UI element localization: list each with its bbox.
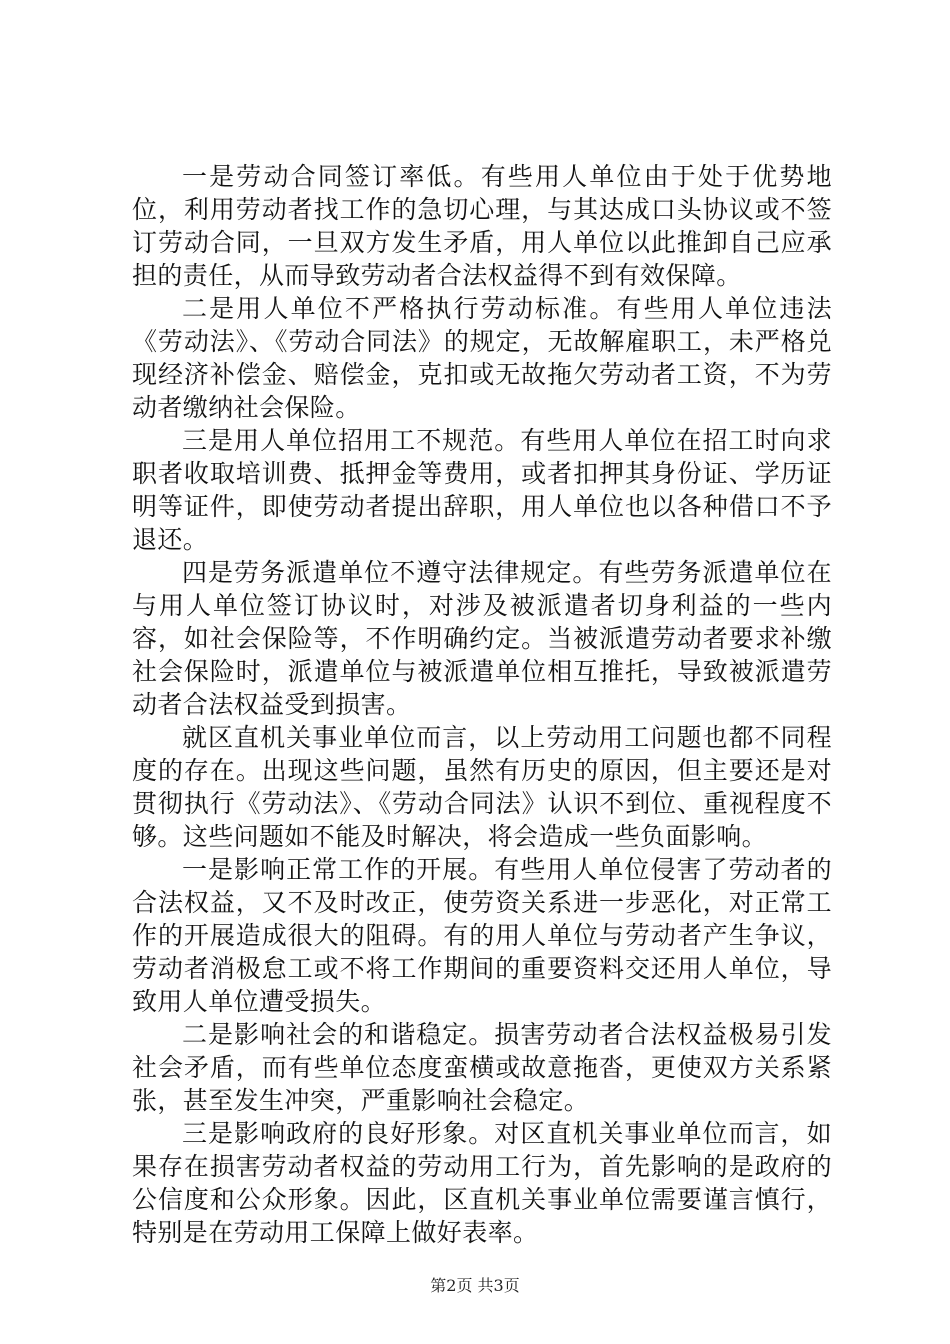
paragraph-8: 三是影响政府的良好形象。对区直机关事业单位而言，如果存在损害劳动者权益的劳动用工行为，首先影响的是政府的公信度和公众形象。因此，区直机关事业单位需要谨言慎行，特别是在劳动用工保障上做好表率。 [132,1119,832,1247]
paragraph-4: 四是劳务派遣单位不遵守法律规定。有些劳务派遣单位在与用人单位签订协议时，对涉及被派遣者切身利益的一些内容，如社会保险等，不作明确约定。当被派遣劳动者要求补缴社会保险时，派遣单位与被派遣单位相互推托，导致被派遣劳动者合法权益受到损害。 [132,558,832,719]
document-body [132,160,832,1249]
paragraph-7: 二是影响社会的和谐稳定。损害劳动者合法权益极易引发社会矛盾，而有些单位态度蛮横或故意拖沓，更使双方关系紧张，甚至发生冲突，严重影响社会稳定。 [132,1020,832,1115]
paragraph-6: 一是影响正常工作的开展。有些用人单位侵害了劳动者的合法权益，又不及时改正，使劳资关系进一步恶化，对正常工作的开展造成很大的阻碍。有的用人单位与劳动者产生争议，劳动者消极怠工或不将工作期间的重要资料交还用人单位，导致用人单位遭受损失。 [132,855,832,1016]
paragraph-1: 一是劳动合同签订率低。有些用人单位由于处于优势地位，利用劳动者找工作的急切心理，与其达成口头协议或不签订劳动合同，一旦双方发生矛盾，用人单位以此推卸自己应承担的责任，从而导致劳动者合法权益得不到有效保障。 [132,162,832,290]
page-footer: 第2页 共3页 [430,1276,520,1295]
paragraph-2: 二是用人单位不严格执行劳动标准。有些用人单位违法《劳动法》、《劳动合同法》的规定，无故解雇职工，未严格兑现经济补偿金、赔偿金，克扣或无故拖欠劳动者工资，不为劳动者缴纳社会保险。 [132,294,832,422]
paragraph-3: 三是用人单位招用工不规范。有些用人单位在招工时向求职者收取培训费、抵押金等费用，或者扣押其身份证、学历证明等证件，即使劳动者提出辞职，用人单位也以各种借口不予退还。 [132,426,832,554]
paragraph-5: 就区直机关事业单位而言，以上劳动用工问题也都不同程度的存在。出现这些问题，虽然有历史的原因，但主要还是对贯彻执行《劳动法》、《劳动合同法》认识不到位、重视程度不够。这些问题如不能及时解决，将会造成一些负面影响。 [132,723,832,851]
